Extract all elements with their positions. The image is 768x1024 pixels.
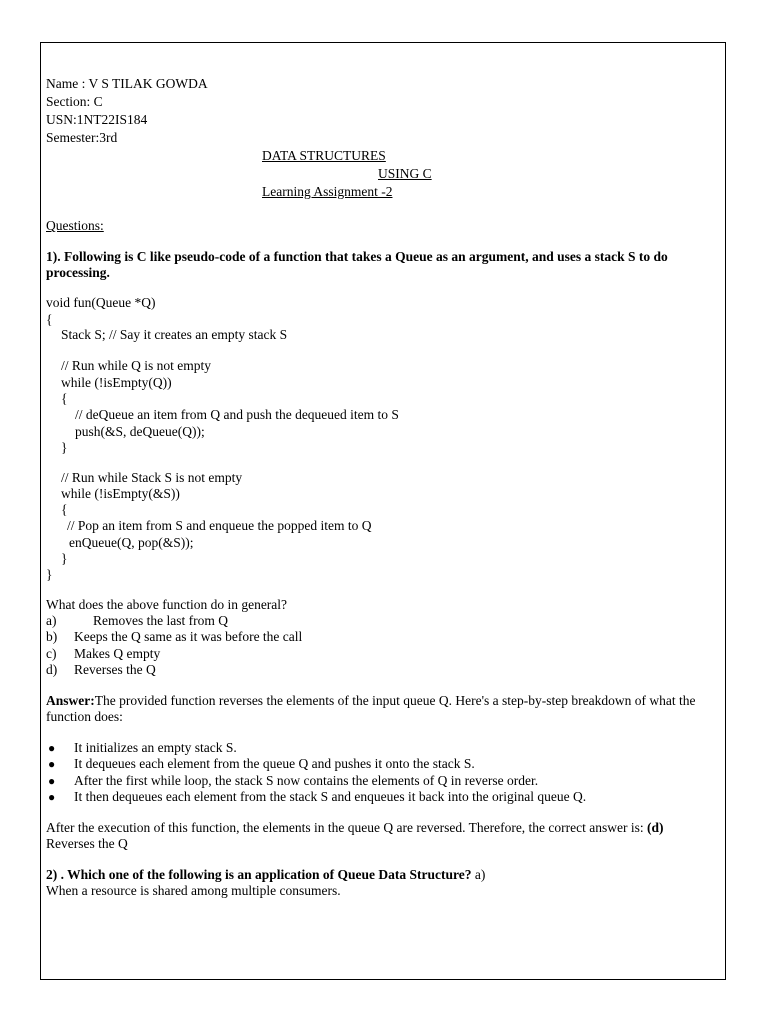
- conclusion-text: After the execution of this function, the elements in the queue Q are reversed. Therefore, the correct answer is:: [46, 820, 648, 835]
- code-line: while (!isEmpty(Q)): [61, 375, 172, 390]
- code-line: void fun(Queue *Q): [46, 295, 156, 310]
- question-2: [46, 867, 712, 899]
- bullet-text: It then dequeues each element from the stack S and enqueues it back into the original queue Q.: [74, 789, 587, 804]
- code-line: {: [46, 312, 53, 327]
- answer-text: The provided function reverses the elements of the input queue Q. Here's a step-by-step breakdown of what the function does:: [46, 693, 696, 724]
- answer-paragraph: [46, 693, 712, 725]
- questions-heading: Questions:: [46, 218, 104, 233]
- student-name: Name : V S TILAK GOWDA: [46, 76, 208, 91]
- code-line: }: [61, 440, 68, 455]
- student-usn: USN:1NT22IS184: [46, 112, 148, 127]
- student-section: Section: C: [46, 94, 103, 109]
- answer-label: Answer:: [46, 693, 95, 708]
- bullet-text: After the first while loop, the stack S now contains the elements of Q in reverse order.: [74, 773, 539, 788]
- bullet-text: It initializes an empty stack S.: [74, 740, 237, 755]
- code-line: while (!isEmpty(&S)): [61, 486, 180, 501]
- option-key: a): [46, 613, 57, 628]
- question-2-text: 2) . Which one of the following is an application of Queue Data Structure?: [46, 867, 472, 882]
- bullet-icon: ●: [48, 790, 56, 804]
- student-semester: Semester:3rd: [46, 130, 118, 145]
- option-key: b): [46, 629, 58, 644]
- code-line: {: [61, 391, 68, 406]
- option-text: Removes the last from Q: [93, 613, 228, 628]
- option-text: Reverses the Q: [74, 662, 156, 677]
- question-2-option-text: When a resource is shared among multiple consumers.: [46, 883, 341, 898]
- question-1-text: 1). Following is C like pseudo-code of a function that takes a Queue as an argument, and uses a stack S to do processing.: [46, 249, 668, 280]
- option-text: Makes Q empty: [74, 646, 161, 661]
- conclusion-tail: Reverses the Q: [46, 836, 128, 851]
- title-line-3: Learning Assignment -2: [262, 184, 393, 199]
- title-line-1: DATA STRUCTURES: [262, 148, 386, 163]
- option-key: d): [46, 662, 58, 677]
- code-line: enQueue(Q, pop(&S));: [69, 535, 194, 550]
- code-line: Stack S; // Say it creates an empty stack S: [61, 327, 288, 342]
- bullet-text: It dequeues each element from the queue Q and pushes it onto the stack S.: [74, 756, 475, 771]
- code-line: }: [46, 567, 53, 582]
- code-line: // Run while Stack S is not empty: [61, 470, 243, 485]
- option-text: Keeps the Q same as it was before the call: [74, 629, 303, 644]
- title-line-2: USING C: [378, 166, 432, 181]
- question-1-prompt: What does the above function do in general?: [46, 597, 288, 612]
- bullet-icon: ●: [48, 741, 56, 755]
- question-2-option-key: a): [471, 867, 486, 882]
- option-key: c): [46, 646, 57, 661]
- conclusion-paragraph: [46, 820, 712, 852]
- code-line: // deQueue an item from Q and push the dequeued item to S: [75, 407, 399, 422]
- bullet-icon: ●: [48, 757, 56, 771]
- code-line: // Pop an item from S and enqueue the popped item to Q: [67, 518, 372, 533]
- code-line: // Run while Q is not empty: [61, 358, 211, 373]
- code-line: push(&S, deQueue(Q));: [75, 424, 205, 439]
- code-line: }: [61, 551, 68, 566]
- conclusion-answer: (d): [647, 820, 664, 835]
- bullet-icon: ●: [48, 774, 56, 788]
- code-line: {: [61, 502, 68, 517]
